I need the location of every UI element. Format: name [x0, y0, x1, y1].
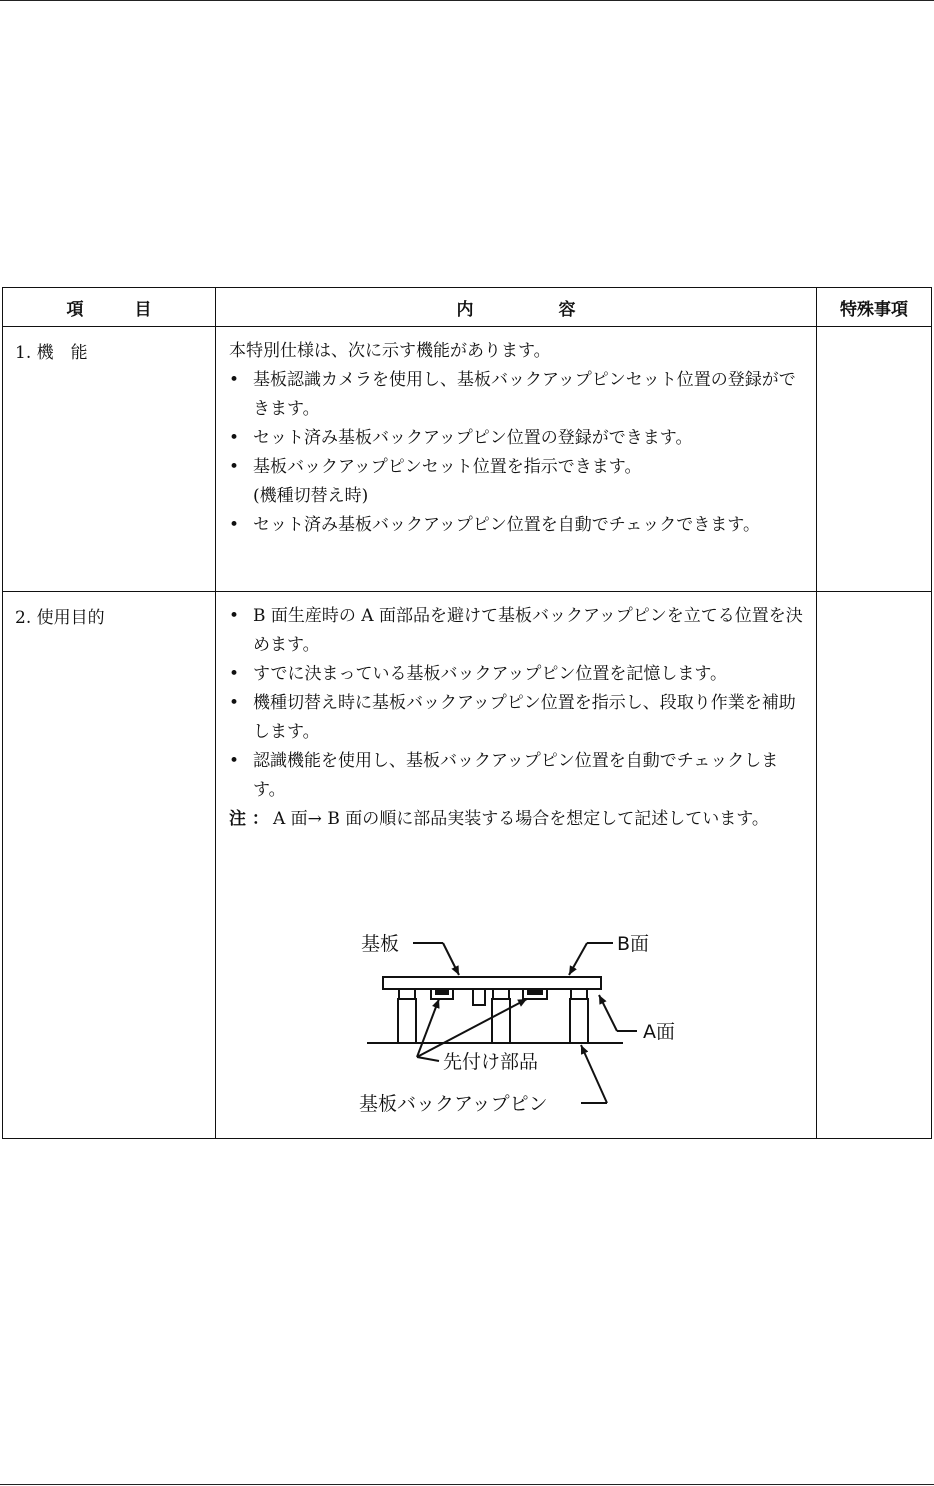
row2-note [229, 805, 803, 834]
leader-b-side-arrow [569, 943, 587, 975]
row1-bullets [229, 366, 815, 482]
row2-bullets [229, 602, 815, 805]
top-rule [0, 0, 934, 1]
table-header-row [3, 288, 932, 327]
header-content: 内 容 [216, 288, 817, 327]
row1-sub-note: (機種切替え時) [253, 486, 369, 506]
list-item: • 基板認識カメラを使用し、基板バックアップピンセット位置の登録ができます。 [229, 366, 803, 424]
row1-item: 1. 機 能 [15, 343, 88, 363]
row1-bullets-cont [229, 511, 815, 540]
label-b-side: B面 [617, 933, 650, 955]
list-item: • 認識機能を使用し、基板バックアップピン位置を自動でチェックします。 [229, 747, 803, 805]
board-shape [383, 977, 601, 989]
premounted-part-body [435, 989, 449, 995]
backup-pin-diagram [355, 925, 675, 1120]
leader-part-tail [417, 1057, 439, 1061]
label-a-side: A面 [643, 1021, 675, 1043]
note-text: A 面→ B 面の順に部品実装する場合を想定して記述しています。 [273, 809, 769, 829]
label-board: 基板 [361, 933, 400, 955]
leader-board-arrow [443, 943, 459, 975]
list-item: • セット済み基板バックアップピン位置を自動でチェックできます。 [229, 511, 803, 540]
row2-special-cell [817, 592, 932, 1139]
row1-content-cell [216, 327, 817, 592]
pin-head [399, 989, 415, 999]
bottom-rule [0, 1484, 934, 1485]
premounted-part [473, 989, 485, 1005]
backup-pin [398, 999, 416, 1043]
note-mark: 注 ： [229, 809, 269, 829]
list-item: • 基板バックアップピンセット位置を指示できます。 [229, 453, 803, 482]
table-row [3, 327, 932, 592]
leader-a-side-arrow [599, 995, 617, 1031]
header-item: 項 目 [3, 288, 216, 327]
premounted-part-body [527, 989, 543, 995]
backup-pin [570, 999, 588, 1043]
row1-lead: 本特別仕様は、次に示す機能があります。 [229, 341, 551, 361]
backup-pin [492, 999, 510, 1043]
list-item: • 機種切替え時に基板バックアップピン位置を指示し、段取り作業を補助します。 [229, 689, 803, 747]
leader-part-left [417, 999, 439, 1057]
list-item: • すでに決まっている基板バックアップピン位置を記憶します。 [229, 660, 803, 689]
label-pins: 基板バックアップピン [359, 1093, 548, 1115]
row2-item: 2. 使用目的 [15, 608, 105, 628]
list-item: • B 面生産時の A 面部品を避けて基板バックアップピンを立てる位置を決めます。 [229, 602, 803, 660]
leader-pins-arrow [581, 1045, 607, 1103]
row2-item-cell [3, 592, 216, 1139]
list-item: • セット済み基板バックアップピン位置の登録ができます。 [229, 424, 803, 453]
row1-special-cell [817, 327, 932, 592]
pin-head [571, 989, 587, 999]
pin-head [493, 989, 509, 999]
header-special: 特殊事項 [817, 288, 932, 327]
label-premounted: 先付け部品 [443, 1051, 539, 1073]
row1-item-cell [3, 327, 216, 592]
